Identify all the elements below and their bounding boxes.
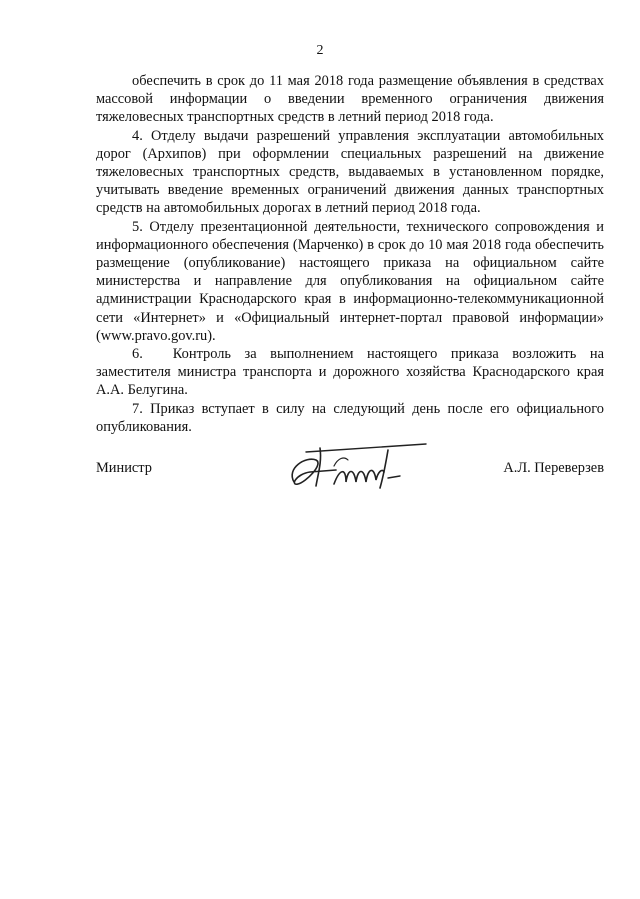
signer-title: Министр bbox=[96, 460, 152, 476]
paragraph-6-number: 6. bbox=[132, 346, 143, 363]
paragraph-6 bbox=[96, 345, 604, 400]
handwritten-signature bbox=[276, 438, 436, 498]
paragraph-4: 4. Отделу выдачи разрешений управления эксплуатации автомобильных дорог (Архипов) при оформлении специальных разрешений на движение тяжеловесных транспортных средств, выдаваемых в установленном порядке, учитывать введение временных ограничений движения данных транспортных средств на автомобильных дорогах в летний период 2018 года. bbox=[96, 127, 604, 217]
paragraph-continuation: обеспечить в срок до 11 мая 2018 года размещение объявления в средствах массовой информации о введении временного ограничения движения тяжеловесных транспортных средств в летний период 2018 года. bbox=[96, 73, 604, 126]
paragraph-5: 5. Отделу презентационной деятельности, технического сопровождения и информационного обеспечения (Марченко) в срок до 10 мая 2018 года обеспечить размещение (опубликование) настоящего приказа на официальном сайте министерства и направление для опубликования на официальном сайте администрации Краснодарского края в информационно-телекоммуникационной сети «Интернет» и «Официальный интернет-портал правовой информации» (www.pravo.gov.ru). bbox=[96, 218, 604, 344]
paragraph-7: 7. Приказ вступает в силу на следующий день после его официального опубликования. bbox=[96, 400, 604, 435]
signer-name: А.Л. Переверзев bbox=[503, 460, 604, 476]
document-body bbox=[96, 72, 604, 436]
page-number: 2 bbox=[316, 43, 324, 58]
signature-block bbox=[96, 446, 604, 496]
paragraph-6-text: Контроль за выполнением настоящего приказа возложить на заместителя министра транспорта и дорожного хозяйства Краснодарского края А.А. Белугина. bbox=[96, 346, 604, 399]
